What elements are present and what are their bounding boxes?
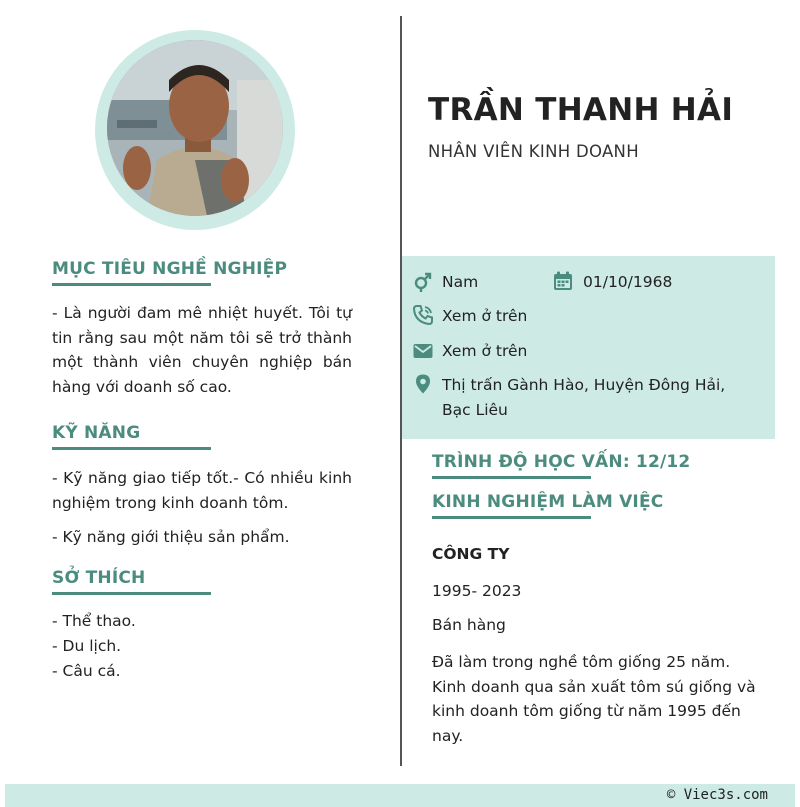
experience-company: CÔNG TY — [432, 545, 510, 563]
email-value: Xem ở trên — [442, 342, 528, 360]
career-goal-heading: MỤC TIÊU NGHỀ NGHIỆP — [52, 259, 288, 279]
career-goal-text: - Là người đam mê nhiệt huyết. Tôi tự tin rằng sau một năm tôi sẽ trở thành một thành viên chuyên nghiệp bán hàng với doanh số cao. — [52, 304, 352, 396]
address-line-2: Bạc Liêu — [442, 401, 508, 419]
skills-item: - Kỹ năng giới thiệu sản phẩm. — [52, 528, 290, 546]
birthdate-value: 01/10/1968 — [583, 273, 673, 291]
contact-info-panel — [402, 256, 775, 439]
avatar — [107, 40, 283, 216]
footer-copyright: © Viec3s.com — [666, 787, 768, 803]
career-goal-underline — [52, 283, 211, 286]
experience-description: Đã làm trong nghề tôm giống 25 năm. Kinh doanh qua sản xuất tôm sú giống và kinh doanh tôm giống từ năm 1995 đến nay. — [432, 653, 756, 745]
candidate-title: NHÂN VIÊN KINH DOANH — [428, 142, 639, 161]
phone-icon — [413, 305, 433, 325]
candidate-name: TRẦN THANH HẢI — [428, 92, 734, 128]
map-pin-icon — [413, 374, 433, 394]
skills-item: - Kỹ năng giao tiếp tốt.- Có nhiều kinh nghiệm trong kinh doanh tôm. — [52, 469, 352, 512]
footer-bar — [5, 784, 795, 807]
gender-value: Nam — [442, 273, 479, 291]
education-underline — [432, 476, 591, 479]
experience-heading: KINH NGHIỆM LÀM VIỆC — [432, 492, 664, 512]
phone-value: Xem ở trên — [442, 307, 528, 325]
hobby-item: - Câu cá. — [52, 662, 121, 680]
experience-position: Bán hàng — [432, 616, 506, 634]
experience-underline — [432, 516, 591, 519]
calendar-icon — [553, 271, 573, 291]
hobby-item: - Thể thao. — [52, 612, 136, 630]
hobby-item: - Du lịch. — [52, 637, 122, 655]
email-icon — [413, 341, 433, 361]
skills-underline — [52, 447, 211, 450]
experience-period: 1995- 2023 — [432, 582, 522, 600]
gender-icon — [413, 272, 433, 292]
education-heading: TRÌNH ĐỘ HỌC VẤN: 12/12 — [432, 452, 691, 472]
skills-heading: KỸ NĂNG — [52, 423, 141, 443]
avatar-photo — [107, 40, 283, 216]
hobbies-underline — [52, 592, 211, 595]
address-line-1: Thị trấn Gành Hào, Huyện Đông Hải, — [442, 376, 726, 394]
hobbies-heading: SỞ THÍCH — [52, 568, 146, 588]
